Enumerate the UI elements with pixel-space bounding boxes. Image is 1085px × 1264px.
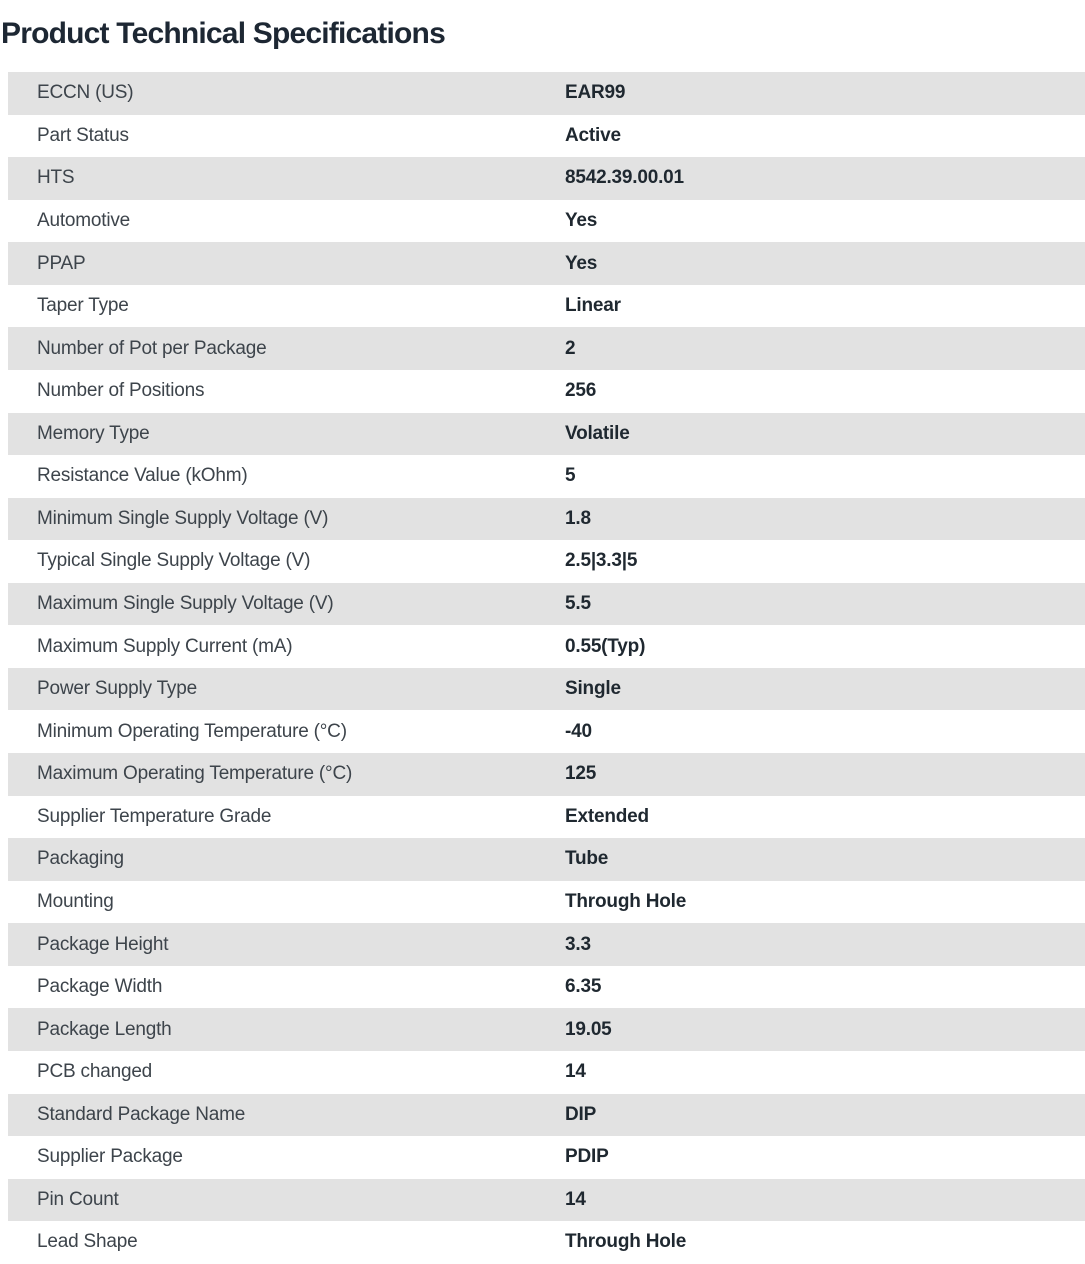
spec-row [8,1221,1085,1264]
spec-value: Linear [565,295,621,317]
spec-label: Pin Count [37,1188,119,1210]
spec-row [8,115,1085,158]
spec-label: PCB changed [37,1061,153,1083]
spec-value: PDIP [565,1146,609,1168]
spec-row [8,327,1085,370]
spec-label: Memory Type [37,422,150,444]
spec-value: 19.05 [565,1018,612,1040]
spec-row [8,1094,1085,1137]
spec-label: Typical Single Supply Voltage (V) [37,550,311,572]
spec-label: PPAP [37,252,86,274]
spec-row [8,668,1085,711]
spec-row [8,157,1085,200]
spec-value: 14 [565,1188,586,1210]
spec-value: Through Hole [565,1231,687,1253]
spec-row [8,796,1085,839]
spec-label: Resistance Value (kOhm) [37,465,248,487]
spec-row [8,838,1085,881]
spec-row [8,540,1085,583]
spec-row [8,370,1085,413]
spec-value: 2.5|3.3|5 [565,550,638,572]
spec-value: Active [565,124,621,146]
spec-value: 1.8 [565,507,591,529]
spec-value: Single [565,678,621,700]
spec-value: Extended [565,805,649,827]
spec-label: Packaging [37,848,124,870]
spec-row [8,1008,1085,1051]
spec-row [8,710,1085,753]
spec-label: Maximum Single Supply Voltage (V) [37,593,334,615]
spec-row [8,455,1085,498]
spec-value: 8542.39.00.01 [565,167,684,189]
spec-label: Minimum Single Supply Voltage (V) [37,507,329,529]
spec-label: ECCN (US) [37,82,134,104]
spec-label: HTS [37,167,75,189]
spec-label: Lead Shape [37,1231,138,1253]
spec-value: Tube [565,848,609,870]
spec-row [8,625,1085,668]
page-title: Product Technical Specifications [1,17,445,50]
spec-value: 3.3 [565,933,591,955]
spec-value: 5.5 [565,593,591,615]
spec-row [8,1136,1085,1179]
spec-value: -40 [565,720,592,742]
spec-label: Number of Pot per Package [37,337,267,359]
spec-label: Power Supply Type [37,678,197,700]
spec-value: EAR99 [565,82,626,104]
spec-value: 5 [565,465,576,487]
spec-label: Minimum Operating Temperature (°C) [37,720,347,742]
spec-label: Automotive [37,209,131,231]
spec-label: Supplier Package [37,1146,183,1168]
spec-value: Volatile [565,422,630,444]
spec-label: Mounting [37,890,114,912]
spec-value: Through Hole [565,890,687,912]
spec-row [8,72,1085,115]
spec-value: 2 [565,337,576,359]
spec-value: 6.35 [565,976,602,998]
spec-row [8,1051,1085,1094]
spec-row [8,966,1085,1009]
spec-table [0,72,1085,1264]
spec-row [8,242,1085,285]
spec-label: Part Status [37,124,129,146]
spec-value: Yes [565,209,598,231]
spec-label: Package Width [37,976,163,998]
spec-row [8,200,1085,243]
spec-value: 0.55(Typ) [565,635,646,657]
spec-label: Maximum Operating Temperature (°C) [37,763,353,785]
spec-row [8,413,1085,456]
spec-value: 256 [565,380,597,402]
spec-row [8,498,1085,541]
spec-label: Taper Type [37,295,129,317]
spec-value: DIP [565,1103,597,1125]
title-bar [0,0,1085,72]
spec-row [8,753,1085,796]
spec-label: Package Height [37,933,169,955]
spec-label: Supplier Temperature Grade [37,805,272,827]
spec-row [8,1179,1085,1222]
spec-label: Package Length [37,1018,172,1040]
spec-value: 125 [565,763,597,785]
spec-row [8,923,1085,966]
spec-value: 14 [565,1061,586,1083]
spec-row [8,583,1085,626]
spec-label: Number of Positions [37,380,205,402]
spec-value: Yes [565,252,598,274]
spec-label: Maximum Supply Current (mA) [37,635,293,657]
spec-row [8,881,1085,924]
spec-row [8,285,1085,328]
spec-label: Standard Package Name [37,1103,246,1125]
